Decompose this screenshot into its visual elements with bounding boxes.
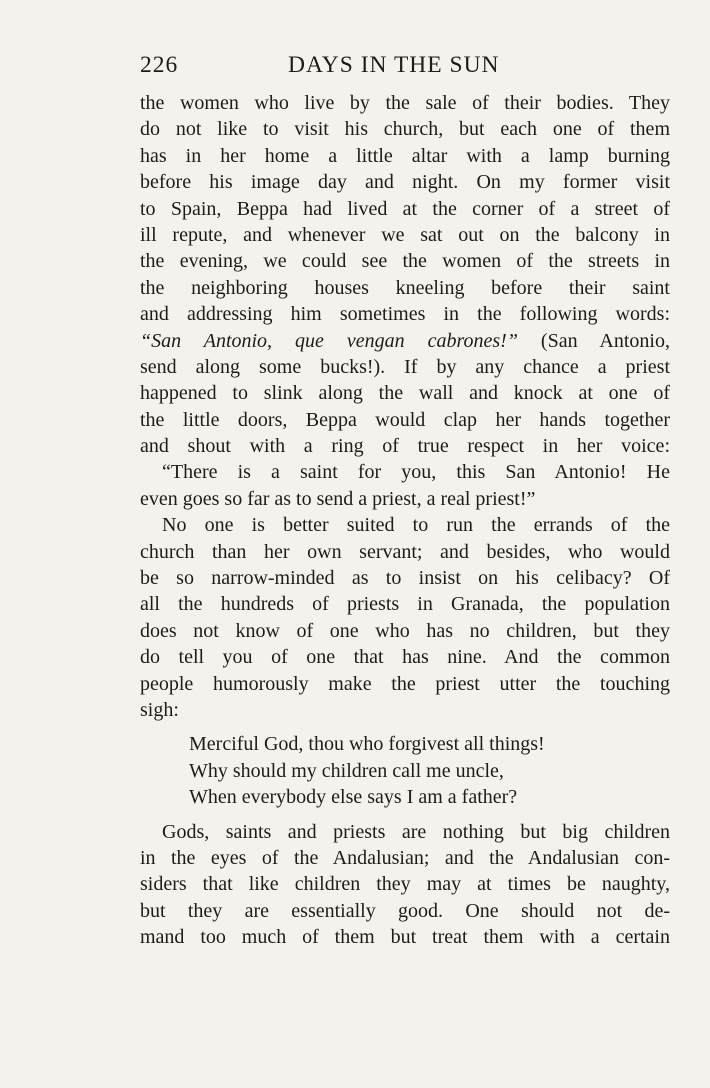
text-line: even goes so far as to send a priest, a real priest!” <box>140 487 536 510</box>
text-line: sigh: <box>140 698 179 721</box>
text-line: the neighboring houses kneeling before their saint <box>140 276 670 299</box>
text-line: the women who live by the sale of their bodies. They <box>140 92 670 114</box>
text-line: siders that like children they may at times be naughty, <box>140 873 670 896</box>
text-line: before his image day and night. On my former visit <box>140 171 670 194</box>
text-line: and addressing him sometimes in the following words: <box>140 303 670 326</box>
text-line: but they are essentially good. One should not de- <box>140 899 670 922</box>
text-line: the little doors, Beppa would clap her hands together <box>140 408 670 431</box>
quote-line <box>140 328 670 354</box>
text-line: No one is better suited to run the errands of the <box>162 514 670 537</box>
text-line: in the eyes of the Andalusian; and the Andalusian con- <box>140 846 670 869</box>
text-line: to Spain, Beppa had lived at the corner of a street of <box>140 197 670 220</box>
verse-line: Merciful God, thou who forgivest all things! <box>189 733 545 756</box>
running-title: DAYS IN THE SUN <box>288 52 500 78</box>
text-line: “There is a saint for you, this San Antonio! He <box>162 461 670 484</box>
text-line: and shout with a ring of true respect in her voice: <box>140 435 670 458</box>
text-line: ill repute, and whenever we sat out on the balcony in <box>140 223 670 246</box>
text-line: all the hundreds of priests in Granada, the population <box>140 593 670 616</box>
quote-translation: (San Antonio, <box>517 329 670 352</box>
body-text <box>140 90 670 951</box>
text-line: church than her own servant; and besides, who would <box>140 540 670 563</box>
text-line: mand too much of them but treat them with a certain <box>140 926 670 949</box>
text-line: happened to slink along the wall and knock at one of <box>140 382 670 405</box>
text-line: be so narrow-minded as to insist on his celibacy? Of <box>140 567 670 590</box>
verse-line: When everybody else says I am a father? <box>189 786 518 809</box>
text-line: has in her home a little altar with a lamp burning <box>140 144 670 167</box>
verse-line: Why should my children call me uncle, <box>189 759 504 782</box>
page-header <box>140 52 670 82</box>
text-line: do not like to visit his church, but each one of them <box>140 118 670 141</box>
page-number: 226 <box>140 52 179 78</box>
spanish-quote: “San Antonio, que vengan cabrones!” <box>140 329 518 352</box>
text-line: people humorously make the priest utter the touching <box>140 672 670 695</box>
text-line: Gods, saints and priests are nothing but big children <box>162 820 670 843</box>
text-line: do tell you of one that has nine. And the common <box>140 646 670 669</box>
text-line: the evening, we could see the women of the streets in <box>140 250 670 273</box>
verse-block <box>140 731 670 810</box>
text-line: send along some bucks!). If by any chance a priest <box>140 355 670 378</box>
text-line: does not know of one who has no children, but they <box>140 619 670 642</box>
